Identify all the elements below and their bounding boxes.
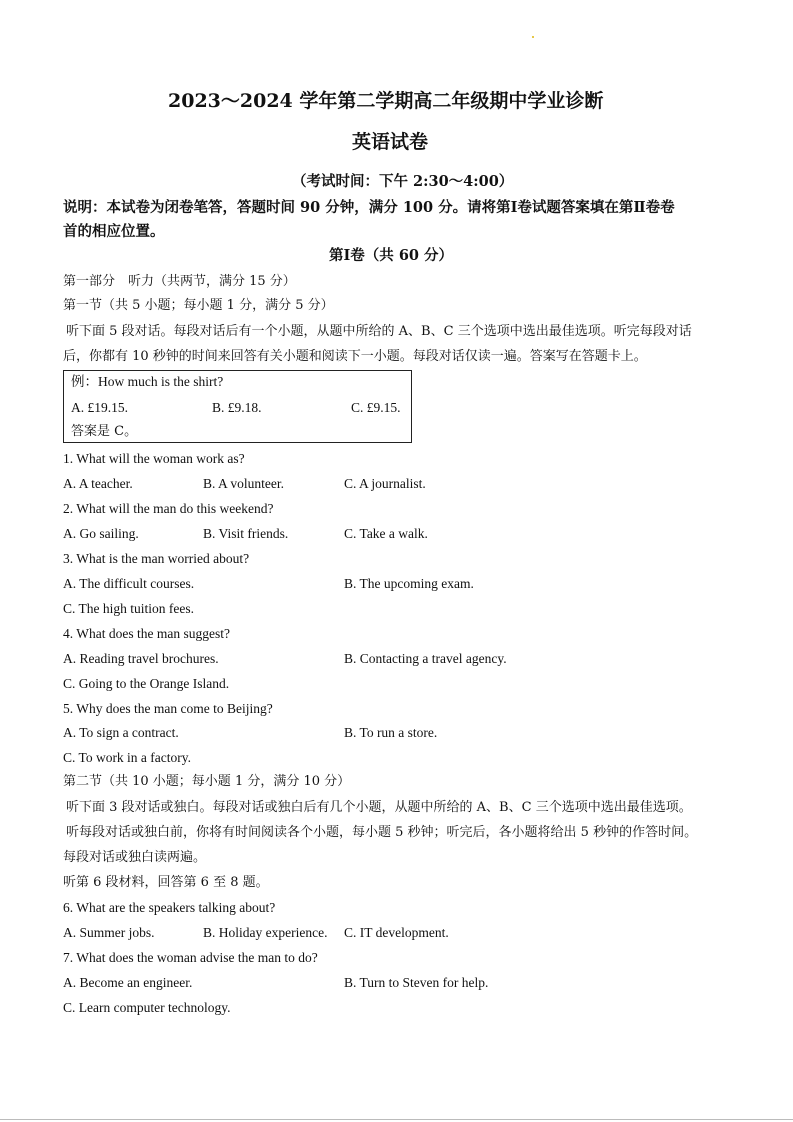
example-question: 例：How much is the shirt?: [71, 374, 224, 389]
instructions-line-2: 首的相应位置。: [63, 223, 165, 240]
question-7-option-c: C. Learn computer technology.: [63, 1000, 231, 1015]
section1-instructions-line-2: 后，你都有 10 秒钟的时间来回答有关小题和阅读下一小题。每段对话仅读一遍。答案写在答题卡上。: [63, 349, 647, 364]
question-4-option-b: B. Contacting a travel agency.: [344, 651, 507, 666]
example-answer: 答案是 C。: [71, 424, 138, 439]
section2-instructions-line-1: 听下面 3 段对话或独白。每段对话或独白后有几个小题，从题中所给的 A、B、C 三个选项中选出最佳选项。: [66, 800, 692, 815]
page-bottom-divider: [0, 1119, 793, 1120]
question-2-option-b: B. Visit friends.: [203, 526, 289, 541]
question-2-option-c: C. Take a walk.: [344, 526, 428, 541]
section2-title: 第二节（共 10 小题；每小题 1 分，满分 10 分）: [63, 774, 351, 789]
question-1-option-c: C. A journalist.: [344, 476, 426, 491]
question-5-option-c: C. To work in a factory.: [63, 750, 192, 765]
question-4-option-a: A. Reading travel brochures.: [63, 651, 219, 666]
instructions-line-1: 说明：本试卷为闭卷笔答，答题时间 90 分钟，满分 100 分。请将第Ⅰ卷试题答案填在第Ⅱ卷卷: [63, 199, 675, 216]
question-7-option-a: A. Become an engineer.: [63, 975, 193, 990]
question-5-stem: 5. Why does the man come to Beijing?: [63, 701, 273, 716]
question-5-option-a: A. To sign a contract.: [63, 725, 179, 740]
question-6-option-a: A. Summer jobs.: [63, 925, 155, 940]
exam-time: （考试时间：下午 2:30～4:00）: [292, 173, 514, 190]
example-option-a: A. £19.15.: [71, 400, 128, 415]
exam-title: 2023～2024 学年第二学期高二年级期中学业诊断: [168, 90, 604, 112]
question-7-option-b: B. Turn to Steven for help.: [344, 975, 489, 990]
example-option-c: C. £9.15.: [351, 400, 401, 415]
question-3-option-b: B. The upcoming exam.: [344, 576, 474, 591]
part1-title: 第一部分 听力（共两节，满分 15 分）: [63, 274, 296, 289]
question-7-stem: 7. What does the woman advise the man to do?: [63, 950, 318, 965]
page-mark: [532, 36, 534, 38]
example-option-b: B. £9.18.: [212, 400, 262, 415]
question-2-stem: 2. What will the man do this weekend?: [63, 501, 274, 516]
question-3-stem: 3. What is the man worried about?: [63, 551, 250, 566]
question-2-option-a: A. Go sailing.: [63, 526, 139, 541]
material-6-note: 听第 6 段材料，回答第 6 至 8 题。: [63, 875, 269, 890]
question-6-option-b: B. Holiday experience.: [203, 925, 328, 940]
question-1-option-b: B. A volunteer.: [203, 476, 284, 491]
section2-instructions-line-3: 每段对话或独白读两遍。: [63, 850, 207, 865]
question-1-stem: 1. What will the woman work as?: [63, 451, 245, 466]
volume-title: 第Ⅰ卷（共 60 分）: [329, 247, 454, 264]
section2-instructions-line-2: 听每段对话或独白前，你将有时间阅读各个小题，每小题 5 秒钟；听完后，各小题将给出 5 秒钟的作答时间。: [66, 825, 698, 840]
question-3-option-c: C. The high tuition fees.: [63, 601, 194, 616]
question-4-stem: 4. What does the man suggest?: [63, 626, 230, 641]
question-6-stem: 6. What are the speakers talking about?: [63, 900, 276, 915]
subject-title: 英语试卷: [352, 131, 429, 153]
question-5-option-b: B. To run a store.: [344, 725, 438, 740]
question-4-option-c: C. Going to the Orange Island.: [63, 676, 230, 691]
question-6-option-c: C. IT development.: [344, 925, 449, 940]
question-1-option-a: A. A teacher.: [63, 476, 133, 491]
section1-title: 第一节（共 5 小题；每小题 1 分，满分 5 分）: [63, 298, 334, 313]
section1-instructions-line-1: 听下面 5 段对话。每段对话后有一个小题，从题中所给的 A、B、C 三个选项中选出最佳选项。听完每段对话: [66, 324, 692, 339]
question-3-option-a: A. The difficult courses.: [63, 576, 195, 591]
